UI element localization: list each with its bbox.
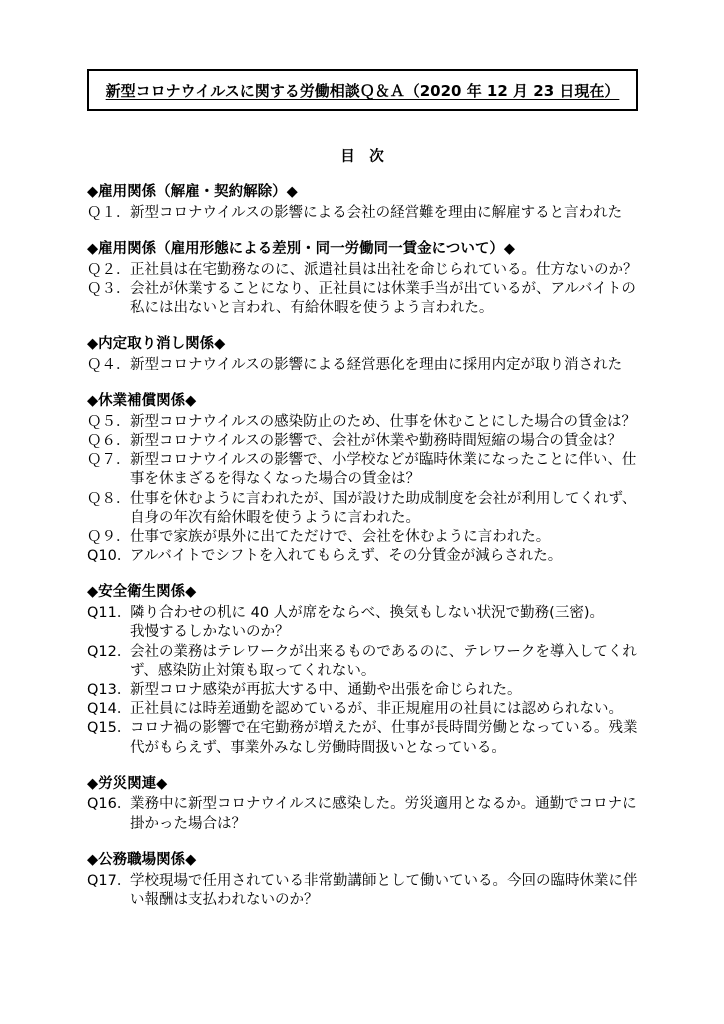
question-line: 会社の業務はテレワークが出来るものであるのに、テレワークを導入してくれ: [130, 643, 637, 660]
table-of-contents: [87, 183, 687, 910]
question-line: 事を休まざるを得なくなった場合の賃金は？: [130, 471, 420, 488]
question-line: 代がもらえず、事業外みなし労働時間扱いとなっている。: [130, 739, 506, 756]
question-line: 新型コロナウイルスの影響で、会社が休業や勤務時間短縮の場合の賃金は？: [130, 433, 622, 450]
section-heading: ◆雇用関係（雇用形態による差別・同一労働同一賃金について）◆: [87, 240, 516, 257]
question-text: [130, 547, 687, 566]
question-text: [130, 261, 687, 280]
question-line: 新型コロナウイルスの影響による会社の経営難を理由に解雇すると言われた: [130, 204, 623, 221]
question-text: [130, 413, 687, 432]
question-line: ず、感染防止対策も取ってくれない。: [130, 662, 376, 679]
question-line: 掛かった場合は？: [130, 815, 246, 832]
section-heading: ◆労災関連◆: [87, 775, 168, 792]
question-line: 仕事で家族が県外に出てただけで、会社を休むように言われた。: [130, 529, 551, 546]
toc-heading: 目 次: [340, 149, 384, 165]
toc-item: [87, 681, 687, 700]
question-number: Q12．: [87, 643, 132, 660]
toc-section: [87, 335, 687, 375]
question-text: [130, 719, 687, 757]
toc-item: [87, 490, 687, 528]
question-text: [130, 795, 687, 833]
toc-item: [87, 280, 687, 318]
question-text: [130, 490, 687, 528]
question-line: い報酬は支払われないのか？: [130, 891, 319, 908]
question-line: 新型コロナ感染が再拡大する中、通勤や出張を命じられた。: [130, 681, 522, 698]
toc-item: [87, 356, 687, 375]
question-number: Ｑ７．: [87, 452, 131, 469]
question-line: 学校現場で任用されている非常勤講師として働いている。今回の臨時休業に伴: [130, 872, 638, 889]
question-line: アルバイトでシフトを入れてもらえず、その分賃金が減らされた。: [130, 548, 563, 565]
question-text: [130, 872, 687, 910]
question-line: 仕事を休むように言われたが、国が設けた助成制度を会社が利用してくれず、: [130, 490, 637, 507]
toc-item: [87, 872, 687, 910]
question-line: 会社が休業することになり、正社員には休業手当が出ているが、アルバイトの: [130, 280, 636, 297]
toc-item: [87, 547, 687, 566]
toc-section: [87, 583, 687, 757]
question-number: Q17．: [87, 872, 132, 889]
question-line: 隣り合わせの机に 40 人が席をならべ、換気もしない状況で勤務(三密)。: [130, 605, 604, 622]
question-line: 新型コロナウイルスの影響で、小学校などが臨時休業になったことに伴い、仕: [130, 452, 637, 469]
toc-item: [87, 204, 687, 223]
section-heading: ◆内定取り消し関係◆: [87, 336, 226, 353]
question-number: Q14．: [87, 701, 132, 718]
toc-item: [87, 604, 687, 642]
section-heading: ◆安全衛生関係◆: [87, 584, 197, 601]
question-line: 正社員には時差通勤を認めているが、非正規雇用の社員には認められない。: [130, 701, 623, 718]
toc-section: [87, 392, 687, 566]
question-text: [130, 700, 687, 719]
question-number: Q13．: [87, 681, 132, 698]
section-heading: ◆公務職場関係◆: [87, 851, 197, 868]
toc-item: [87, 528, 687, 547]
question-text: [130, 356, 687, 375]
question-text: [130, 643, 687, 681]
question-text: [130, 432, 687, 451]
toc-item: [87, 700, 687, 719]
toc-item: [87, 261, 687, 280]
section-heading: ◆雇用関係（解雇・契約解除）◆: [87, 184, 298, 200]
question-number: Ｑ１．: [87, 204, 131, 221]
toc-section: [87, 775, 687, 834]
question-line: 自身の年次有給休暇を使うように言われた。: [130, 509, 420, 526]
question-number: Q11．: [87, 605, 132, 622]
toc-item: [87, 413, 687, 432]
document-title: 新型コロナウイルスに関する労働相談Ｑ＆Ａ（2020 年 12 月 23 日現在）: [105, 81, 620, 100]
question-text: [130, 528, 687, 547]
question-number: Ｑ５．: [87, 413, 131, 430]
question-number: Ｑ２．: [87, 261, 131, 278]
question-number: Ｑ９．: [87, 529, 131, 546]
question-line: 我慢するしかないのか？: [130, 624, 290, 641]
toc-section: [87, 851, 687, 910]
question-text: [130, 204, 687, 223]
toc-item: [87, 795, 687, 833]
question-line: 新型コロナウイルスの感染防止のため、仕事を休むことにした場合の賃金は？: [130, 413, 637, 430]
toc-section: [87, 240, 687, 318]
question-number: Q16．: [87, 796, 132, 813]
toc-section: [87, 183, 687, 223]
question-text: [130, 451, 687, 489]
question-text: [130, 681, 687, 700]
question-number: Ｑ３．: [87, 280, 131, 297]
question-number: Ｑ８．: [87, 490, 131, 507]
question-line: 新型コロナウイルスの影響による経営悪化を理由に採用内定が取り消された: [130, 356, 623, 373]
question-line: コロナ禍の影響で在宅勤務が増えたが、仕事が長時間労働となっている。残業: [130, 720, 638, 737]
toc-item: [87, 719, 687, 757]
toc-item: [87, 432, 687, 451]
toc-item: [87, 643, 687, 681]
question-line: 正社員は在宅勤務なのに、派遣社員は出社を命じられている。仕方ないのか？: [130, 261, 638, 278]
title-box: [87, 69, 638, 111]
question-number: Q10．: [87, 548, 132, 565]
question-line: 私には出ないと言われ、有給休暇を使うよう言われた。: [130, 300, 494, 317]
question-line: 業務中に新型コロナウイルスに感染した。労災適用となるか。通勤でコロナに: [130, 796, 637, 813]
question-text: [130, 280, 687, 318]
question-number: Q15．: [87, 720, 132, 737]
toc-item: [87, 451, 687, 489]
question-number: Ｑ６．: [87, 433, 131, 450]
section-heading: ◆休業補償関係◆: [87, 393, 197, 410]
question-text: [130, 604, 687, 642]
question-number: Ｑ４．: [87, 356, 131, 373]
